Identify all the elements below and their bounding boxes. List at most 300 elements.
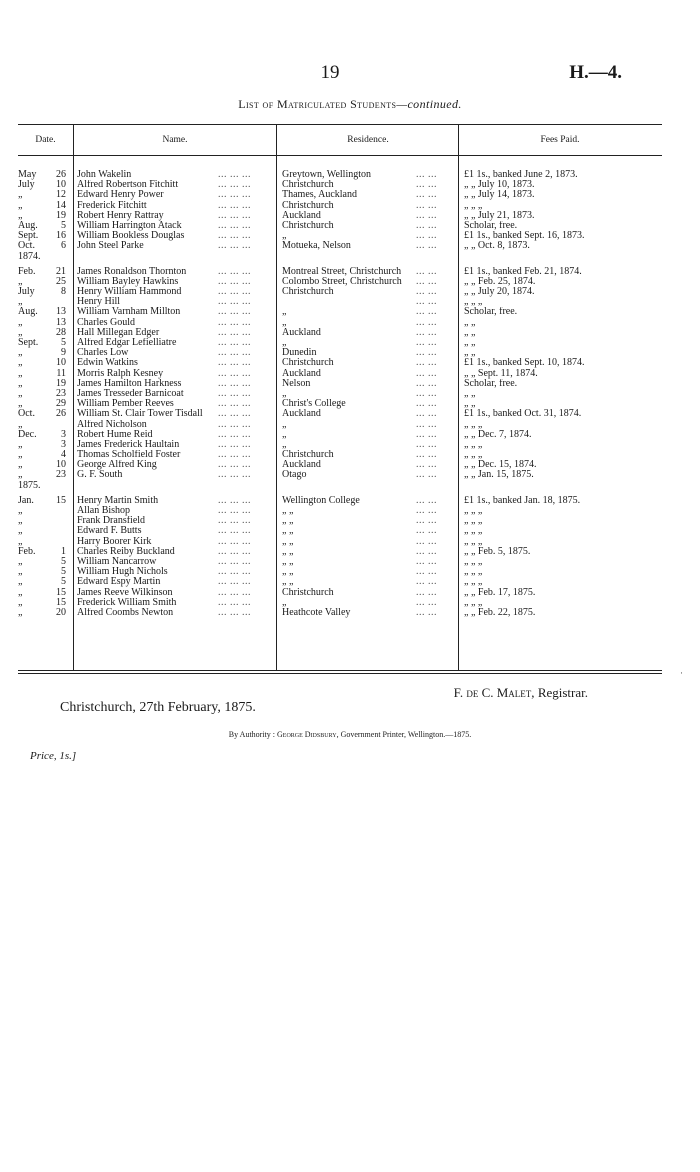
student-name: Frederick Fitchitt [77, 200, 147, 211]
table-row [18, 608, 658, 618]
leader-dots: ... ... [416, 597, 437, 608]
date-day: 5 [61, 556, 66, 567]
margin-mark: · [680, 668, 683, 678]
date-day: 29 [56, 399, 66, 410]
authority-prefix: By Authority : [228, 730, 277, 739]
date-day: 15 [56, 495, 66, 506]
table-row [18, 277, 658, 287]
date-day: 5 [61, 577, 66, 588]
leader-dots: ... ... [416, 607, 437, 618]
table-bottom-rule [18, 673, 662, 674]
leader-dots: ... ... ... [218, 170, 251, 180]
residence: Christchurch [282, 450, 334, 461]
fees-paid: £1 1s., banked Feb. 21, 1874. [464, 266, 582, 277]
residence: „ [282, 307, 287, 318]
residence: Christchurch [282, 287, 334, 298]
table-row [18, 287, 658, 297]
table-row [18, 348, 658, 358]
residence: „ [282, 419, 287, 430]
date-day: 10 [56, 180, 66, 191]
fees-paid: „ „ [464, 327, 476, 338]
date-day: 3 [61, 439, 66, 450]
date-day: 5 [61, 220, 66, 231]
column-header-date: Date. [35, 135, 56, 145]
table-row [18, 557, 658, 567]
residence: Auckland [282, 460, 321, 471]
table-row [18, 211, 658, 221]
date-day: 5 [61, 338, 66, 348]
table-row [18, 358, 658, 368]
date-month: „ [18, 276, 23, 287]
table-row [18, 506, 658, 516]
student-name: Frederick William Smith [77, 597, 177, 608]
leader-dots: ... ... [416, 241, 437, 252]
table-row [18, 537, 658, 547]
leader-dots: ... ... [416, 587, 437, 598]
leader-dots: ... ... [416, 399, 437, 410]
leader-dots: ... ... [416, 378, 437, 389]
date-month: „ [18, 327, 23, 338]
residence: Wellington College [282, 495, 360, 506]
student-name: William Varnham Millton [77, 307, 181, 318]
residence: Motueka, Nelson [282, 241, 351, 252]
table-row [18, 399, 658, 409]
student-name: Hall Millegan Edger [77, 327, 160, 338]
date-month: „ [18, 317, 23, 328]
date-day: 21 [56, 266, 66, 277]
date-month: „ [18, 378, 23, 389]
fees-paid: „ „ „ [464, 526, 483, 537]
date-month: Feb. [18, 546, 36, 557]
leader-dots: ... ... [416, 266, 437, 277]
table-row [18, 267, 658, 277]
date-month: „ [18, 439, 23, 450]
leader-dots: ... ... [416, 180, 437, 191]
table-row [18, 170, 658, 180]
date-day: 9 [61, 348, 66, 359]
table-row [18, 231, 658, 241]
date-day: 26 [56, 409, 66, 420]
residence: Greytown, Wellington [282, 170, 371, 180]
date-month: „ [18, 210, 23, 221]
date-month: „ [18, 587, 23, 598]
date-month: „ [18, 506, 23, 516]
list-title [0, 97, 700, 112]
leader-dots: ... ... ... [218, 429, 251, 440]
residence: Montreal Street, Christchurch [282, 266, 402, 277]
student-name: William Hugh Nichols [77, 567, 168, 578]
student-name: Alfred Robertson Fitchitt [77, 180, 179, 191]
leader-dots: ... ... ... [218, 287, 251, 298]
fees-paid: „ „ „ [464, 419, 483, 430]
date-month: „ [18, 368, 23, 379]
date-day: 10 [56, 460, 66, 471]
student-table [18, 170, 658, 618]
student-name: G. F. South [77, 470, 123, 481]
fees-paid: „ „ „ [464, 577, 483, 588]
residence: „ „ [282, 506, 294, 516]
student-name: Thomas Scholfield Foster [77, 450, 181, 461]
date-month: „ [18, 348, 23, 359]
fees-paid: „ „ „ [464, 567, 483, 578]
fees-paid: „ „ Feb. 17, 1875. [464, 587, 536, 598]
leader-dots: ... ... ... [218, 577, 251, 588]
leader-dots: ... ... ... [218, 419, 251, 430]
leader-dots: ... ... [416, 388, 437, 399]
leader-dots: ... ... ... [218, 556, 251, 567]
table-row [18, 547, 658, 557]
student-name: Edward Henry Power [77, 190, 164, 201]
table-row [18, 598, 658, 608]
leader-dots: ... ... [416, 200, 437, 211]
residence: „ „ [282, 546, 294, 557]
leader-dots: ... ... [416, 556, 437, 567]
leader-dots: ... ... [416, 429, 437, 440]
residence: Otago [282, 470, 307, 481]
place-date: Christchurch, 27th February, 1875. [60, 700, 256, 715]
leader-dots: ... ... ... [218, 297, 251, 308]
date-month: „ [18, 419, 23, 430]
date-month: „ [18, 516, 23, 527]
list-title-suffix: —continued. [396, 97, 462, 111]
leader-dots: ... ... [416, 546, 437, 557]
fees-paid: „ „ [464, 399, 476, 410]
residence: „ „ [282, 567, 294, 578]
leader-dots: ... ... ... [218, 327, 251, 338]
date-day: 14 [56, 200, 66, 211]
fees-paid: „ „ „ [464, 200, 483, 211]
student-name: James Reeve Wilkinson [77, 587, 173, 598]
leader-dots: ... ... ... [218, 546, 251, 557]
residence: Auckland [282, 327, 321, 338]
table-row [18, 470, 658, 480]
fees-paid: „ „ Dec. 7, 1874. [464, 429, 532, 440]
table-row [18, 577, 658, 587]
date-month: „ [18, 200, 23, 211]
table-row [18, 460, 658, 470]
table-row [18, 440, 658, 450]
fees-paid: „ „ „ [464, 439, 483, 450]
leader-dots: ... ... ... [218, 180, 251, 191]
date-day: 15 [56, 587, 66, 598]
date-day: 23 [56, 470, 66, 481]
leader-dots: ... ... ... [218, 241, 251, 252]
fees-paid: „ „ Sept. 11, 1874. [464, 368, 538, 379]
leader-dots: ... ... [416, 409, 437, 420]
student-name: George Alfred King [77, 460, 157, 471]
student-name: Frank Dransfield [77, 516, 146, 527]
date-day: 12 [56, 190, 66, 201]
leader-dots: ... ... [416, 348, 437, 359]
leader-dots: ... ... [416, 526, 437, 537]
student-name: Charles Gould [77, 317, 136, 328]
student-name: Henry Hill [77, 297, 121, 308]
residence: „ „ [282, 577, 294, 588]
leader-dots: ... ... [416, 220, 437, 231]
list-title-main: List of Matriculated Students [238, 97, 397, 111]
residence: Dunedin [282, 348, 317, 359]
date-month: „ [18, 358, 23, 369]
leader-dots: ... ... [416, 439, 437, 450]
registrar-de: de [466, 685, 479, 700]
leader-dots: ... ... ... [218, 388, 251, 399]
student-name: William Bayley Hawkins [77, 276, 179, 287]
student-name: Harry Boorer Kirk [77, 536, 152, 547]
fees-paid: £1 1s., banked Sept. 10, 1874. [464, 358, 585, 369]
leader-dots: ... ... [416, 287, 437, 298]
fees-paid: „ „ [464, 317, 476, 328]
date-day: 11 [56, 368, 66, 379]
date-month: Oct. [18, 409, 35, 420]
date-month: „ [18, 567, 23, 578]
authority-line [0, 730, 700, 739]
leader-dots: ... ... [416, 276, 437, 287]
leader-dots: ... ... [416, 450, 437, 461]
residence: Auckland [282, 210, 321, 221]
date-month: „ [18, 450, 23, 461]
student-name: William Pember Reeves [77, 399, 174, 410]
leader-dots: ... ... [416, 460, 437, 471]
leader-dots: ... ... ... [218, 516, 251, 527]
fees-paid: „ „ Jan. 15, 1875. [464, 470, 534, 481]
fees-paid: „ „ [464, 348, 476, 359]
fees-paid: „ „ July 10, 1873. [464, 180, 535, 191]
leader-dots: ... ... ... [218, 470, 251, 481]
residence: „ [282, 597, 287, 608]
student-name: Robert Henry Rattray [77, 210, 164, 221]
date-day: 23 [56, 388, 66, 399]
column-header-residence: Residence. [347, 135, 389, 145]
leader-dots: ... ... ... [218, 368, 251, 379]
table-row [18, 379, 658, 389]
leader-dots: ... ... ... [218, 338, 251, 348]
leader-dots: ... ... ... [218, 495, 251, 506]
leader-dots: ... ... [416, 317, 437, 328]
registrar-name: C. Malet, [478, 685, 535, 700]
date-month: „ [18, 388, 23, 399]
fees-paid: „ „ „ [464, 450, 483, 461]
date-day: 1 [61, 546, 66, 557]
student-name: James Hamilton Harkness [77, 378, 182, 389]
leader-dots: ... ... [416, 170, 437, 180]
authority-printer: George Didsbury [277, 730, 337, 739]
date-month: „ [18, 577, 23, 588]
fees-paid: „ „ Feb. 25, 1874. [464, 276, 536, 287]
table-row [18, 318, 658, 328]
leader-dots: ... ... [416, 536, 437, 547]
student-name: Charles Reiby Buckland [77, 546, 175, 557]
date-day: 13 [56, 317, 66, 328]
leader-dots: ... ... ... [218, 210, 251, 221]
date-month: Aug. [18, 307, 38, 318]
student-name: James Tresseder Barnicoat [77, 388, 184, 399]
fees-paid: „ „ July 21, 1873. [464, 210, 535, 221]
student-name: William Harrington Atack [77, 220, 182, 231]
student-name: John Steel Parke [77, 241, 144, 252]
date-month: Jan. [18, 495, 34, 506]
fees-paid: „ „ „ [464, 536, 483, 547]
leader-dots: ... ... ... [218, 307, 251, 318]
date-day: 19 [56, 378, 66, 389]
student-name: Allan Bishop [77, 506, 131, 516]
table-row [18, 420, 658, 430]
date-month: May [18, 170, 37, 180]
student-name: William St. Clair Tower Tisdall [77, 409, 203, 420]
leader-dots: ... ... ... [218, 597, 251, 608]
column-header-fees: Fees Paid. [540, 135, 580, 145]
date-month: „ [18, 556, 23, 567]
residence: Christ's College [282, 399, 346, 410]
fees-paid: „ „ „ [464, 297, 483, 308]
residence: Heathcote Valley [282, 607, 351, 618]
fees-paid: „ „ Oct. 8, 1873. [464, 241, 530, 252]
date-month: „ [18, 597, 23, 608]
table-row [18, 307, 658, 317]
residence: „ „ [282, 556, 294, 567]
fees-paid: „ „ [464, 388, 476, 399]
table-row [18, 201, 658, 211]
residence: Christchurch [282, 587, 334, 598]
leader-dots: ... ... [416, 327, 437, 338]
date-day: 10 [56, 358, 66, 369]
residence: „ [282, 231, 287, 242]
residence: Christchurch [282, 180, 334, 191]
date-month: „ [18, 470, 23, 481]
table-row [18, 221, 658, 231]
date-month: „ [18, 460, 23, 471]
date-day: 20 [56, 607, 66, 618]
table-row [18, 588, 658, 598]
date-day: 25 [56, 276, 66, 287]
table-row [18, 430, 658, 440]
table-row [18, 180, 658, 190]
leader-dots: ... ... ... [218, 358, 251, 369]
residence: Nelson [282, 378, 311, 389]
table-row [18, 252, 658, 262]
date-day: 13 [56, 307, 66, 318]
price: Price, 1s.] [30, 750, 77, 762]
leader-dots: ... ... [416, 419, 437, 430]
fees-paid: „ „ Dec. 15, 1874. [464, 460, 537, 471]
fees-paid: „ „ July 14, 1873. [464, 190, 535, 201]
residence: Christchurch [282, 200, 334, 211]
leader-dots: ... ... ... [218, 587, 251, 598]
student-name: William Bookless Douglas [77, 231, 185, 242]
leader-dots: ... ... [416, 495, 437, 506]
residence: „ [282, 317, 287, 328]
student-name: Henry Martin Smith [77, 495, 159, 506]
date-month: „ [18, 297, 23, 308]
table-row [18, 338, 658, 348]
student-name: John Wakelin [77, 170, 132, 180]
leader-dots: ... ... ... [218, 317, 251, 328]
fees-paid: „ „ Feb. 22, 1875. [464, 607, 536, 618]
residence: „ [282, 388, 287, 399]
residence: „ [282, 429, 287, 440]
table-row [18, 481, 658, 491]
student-name: Henry William Hammond [77, 287, 182, 298]
registrar-signature [454, 685, 588, 701]
date-day: 8 [61, 287, 66, 298]
student-name: Charles Low [77, 348, 129, 359]
date-month: „ [18, 526, 23, 537]
authority-suffix: , Government Printer, Wellington.—1875. [336, 730, 472, 739]
table-row [18, 297, 658, 307]
fees-paid: „ „ Feb. 5, 1875. [464, 546, 531, 557]
leader-dots: ... ... ... [218, 536, 251, 547]
fees-paid: £1 1s., banked June 2, 1873. [464, 170, 578, 180]
residence: „ [282, 439, 287, 450]
date-day: 28 [56, 327, 66, 338]
date-month: „ [18, 536, 23, 547]
date-day: 3 [61, 429, 66, 440]
fees-paid: „ „ „ [464, 506, 483, 516]
leader-dots: ... ... ... [218, 231, 251, 242]
date-day: 6 [61, 241, 66, 252]
leader-dots: ... ... ... [218, 190, 251, 201]
table-top-rule [18, 124, 662, 125]
leader-dots: ... ... ... [218, 526, 251, 537]
leader-dots: ... ... [416, 297, 437, 308]
student-name: Alfred Coombs Newton [77, 607, 174, 618]
column-header-name: Name. [162, 135, 188, 145]
table-row [18, 241, 658, 251]
table-row [18, 190, 658, 200]
leader-dots: ... ... [416, 470, 437, 481]
leader-dots: ... ... ... [218, 450, 251, 461]
date-month: „ [18, 607, 23, 618]
document-code: H.—4. [569, 62, 622, 83]
header-bottom-rule [18, 155, 662, 156]
leader-dots: ... ... ... [218, 607, 251, 618]
fees-paid: „ „ „ [464, 556, 483, 567]
residence: „ „ [282, 526, 294, 537]
student-name: Morris Ralph Kesney [77, 368, 164, 379]
leader-dots: ... ... ... [218, 506, 251, 516]
leader-dots: ... ... ... [218, 220, 251, 231]
residence: „ „ [282, 516, 294, 527]
table-bottom-rule [18, 670, 662, 671]
residence: Christchurch [282, 220, 334, 231]
leader-dots: ... ... ... [218, 276, 251, 287]
date-day: 19 [56, 210, 66, 221]
residence: Christchurch [282, 358, 334, 369]
residence: „ [282, 338, 287, 348]
date-month: 1874. [18, 251, 41, 262]
leader-dots: ... ... [416, 210, 437, 221]
leader-dots: ... ... ... [218, 266, 251, 277]
leader-dots: ... ... [416, 307, 437, 318]
leader-dots: ... ... ... [218, 460, 251, 471]
leader-dots: ... ... [416, 231, 437, 242]
leader-dots: ... ... [416, 577, 437, 588]
date-month: July [18, 180, 35, 191]
residence: „ „ [282, 536, 294, 547]
student-name: Robert Hume Reid [77, 429, 153, 440]
leader-dots: ... ... ... [218, 567, 251, 578]
table-row [18, 526, 658, 536]
leader-dots: ... ... [416, 338, 437, 348]
date-day: 16 [56, 231, 66, 242]
leader-dots: ... ... ... [218, 378, 251, 389]
registrar-title: Registrar. [534, 685, 588, 700]
table-row [18, 567, 658, 577]
table-row [18, 369, 658, 379]
leader-dots: ... ... ... [218, 439, 251, 450]
date-month: 1875. [18, 480, 41, 491]
residence: Colombo Street, Christchurch [282, 276, 402, 287]
fees-paid: Scholar, free. [464, 378, 518, 389]
